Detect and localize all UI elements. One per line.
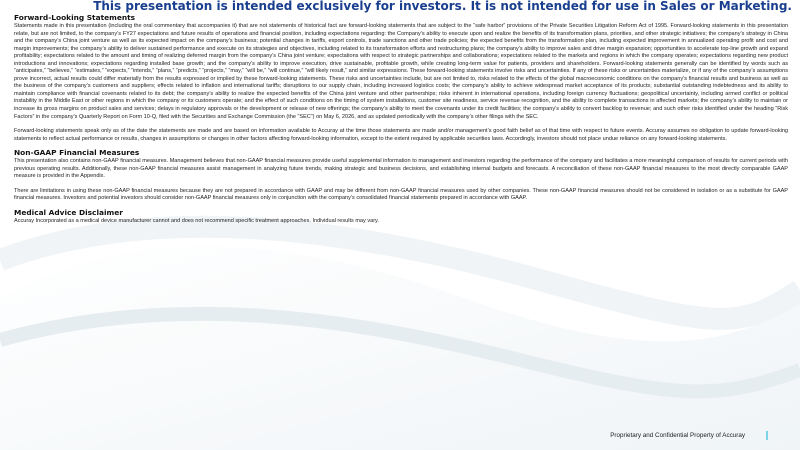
disclaimer-content (14, 13, 788, 225)
footer-confidential-label: Proprietary and Confidential Property of Accuray (610, 432, 745, 439)
medical-advice-paragraph: Accuray Incorporated as a medical device manufacturer cannot and does not recommend specific treatment approaches. Individual results may vary. (14, 217, 379, 224)
non-gaap-paragraph-2: There are limitations in using these non-GAAP financial measures because they are not prepared in accordance with GAAP and may be different from non-GAAP financial measures used by other companies. These non-GAAP financial measures should not be considered in isolation or as a substitute for GAAP financial measures. Investors and potential investors should consider non-GAAP financial measures only in conjunction with the company’s consolidated financial statements prepared in accordance with GAAP. (14, 187, 788, 202)
footer-accent-bar (766, 431, 768, 440)
non-gaap-heading: Non-GAAP Financial Measures (14, 148, 140, 158)
forward-looking-paragraph-1: Statements made in this presentation (including the oral commentary that accompanies it) that are not statements of historical fact are forward-looking statements that are subject to the “safe harbor” provisions of the Private Securities Litigation Reform Act of 1995. Forward-looking statements in this presentation relate, but are not limited, to the company’s FY27 expectations and future results of operations and financial position, including expectations regarding: the Company’s ability to execute upon and realize the benefits of its transformation plans, priorities, and other strategic initiatives; the company’s strategy in China and the company’s China joint venture as well as its expected impact on the company’s business; potential changes in tariffs, export controls, trade sanctions and other trade policies; the expected benefits from the transformation plan, including expected improvement in annualized operating profit and cost and margin improvements; the company’s ability to deliver sustained performance and execute on its strategies and objectives, including related to its transformation efforts and restructuring plans; the company’s ability to improve sales and drive margin expansion; opportunities to accelerate top-line growth and expand profitability; expectations related to the amount and timing of realizing deferred margin from the company’s China joint venture; expectations with respect to strategic partnerships and collaborations; expectations related to the markets and regions in which the company operates; expectations regarding new product introductions and innovations; expectations regarding installed base growth; and the company’s ability to improve execution, drive sustainable, profitable growth, while creating long-term value for patients, providers and shareholders. Forward-looking statements generally can be identified by words such as “anticipates,” “believes,” “estimates,” “expects,” “intends,” “plans,” “predicts,” “projects,” “may,” “will be,” “will continue,” “will likely result,” and similar expressions. These forward-looking statements involve risks and uncertainties. If any of these risks or uncertainties materialize, or if any of the company’s assumptions prove incorrect, actual results could differ materially from the results expressed or implied by these forward-looking statements. These risks and uncertainties include, but are not limited to, risks related to the effects of the global macroeconomic conditions on the company’s financial results and business as well as the business of the company’s customers and suppliers; effects related to inflation and international tariffs; disruptions to our supply chain, including increased logistics costs; the company’s ability to achieve widespread market acceptance of its products; substantial outstanding indebtedness and its ability to maintain compliance with financial covenants related to its debt; the company’s ability to realize the expected benefits of the China joint venture and other partnerships; risks inherent in international operations, including foreign currency fluctuations; geopolitical uncertainty, including armed conflict or political instability in the Middle East or other regions in which the company or its customers operate; and the effect of such conditions on the timing of system installations, customer site readiness, service revenue recognition, and the ability to complete transactions in affected markets; the company’s ability to maintain or increase its gross margins on product sales and services; delays in regulatory approvals or the development or release of new offerings; the company’s ability to meet the covenants under its credit facilities; the company’s ability to convert backlog to revenue; and such other risks identified under the heading “Risk Factors” in the company’s Quarterly Report on Form 10-Q, filed with the Securities and Exchange Commission (the “SEC”) on May 6, 2026, and as updated periodically with the company’s other filings with the SEC. (14, 23, 788, 120)
forward-looking-heading: Forward-Looking Statements (14, 13, 136, 22)
non-gaap-paragraph-1: This presentation also contains non-GAAP financial measures. Management believes that non-GAAP financial measures provide useful supplemental information to management and investors regarding the performance of the company and facilitates a more meaningful comparison of results for current periods with previous operating results. Additionally, these non-GAAP financial measures assist management in analyzing future trends, making strategic and business decisions, and establishing internal budgets and forecasts. A reconciliation of these non-GAAP financial measures to the most directly comparable GAAP measure is provided in the Appendix. (14, 158, 788, 180)
medical-advice-heading: Medical Advice Disclaimer (14, 207, 123, 217)
forward-looking-paragraph-2: Forward-looking statements speak only as of the date the statements are made and are based on information available to Accuray at the time those statements are made and/or management’s good faith belief as of that time with respect to future events. Accuray assumes no obligation to update forward-looking statements to reflect actual performance or results, changes in assumptions or changes in other factors affecting forward-looking information, except to the extent required by applicable securities laws. Accordingly, investors should not place undue reliance on any forward-looking statements. (14, 128, 788, 142)
investor-disclaimer-banner: This presentation is intended exclusively for investors. It is not intended for use in Sales or Marketing. (93, 0, 792, 13)
